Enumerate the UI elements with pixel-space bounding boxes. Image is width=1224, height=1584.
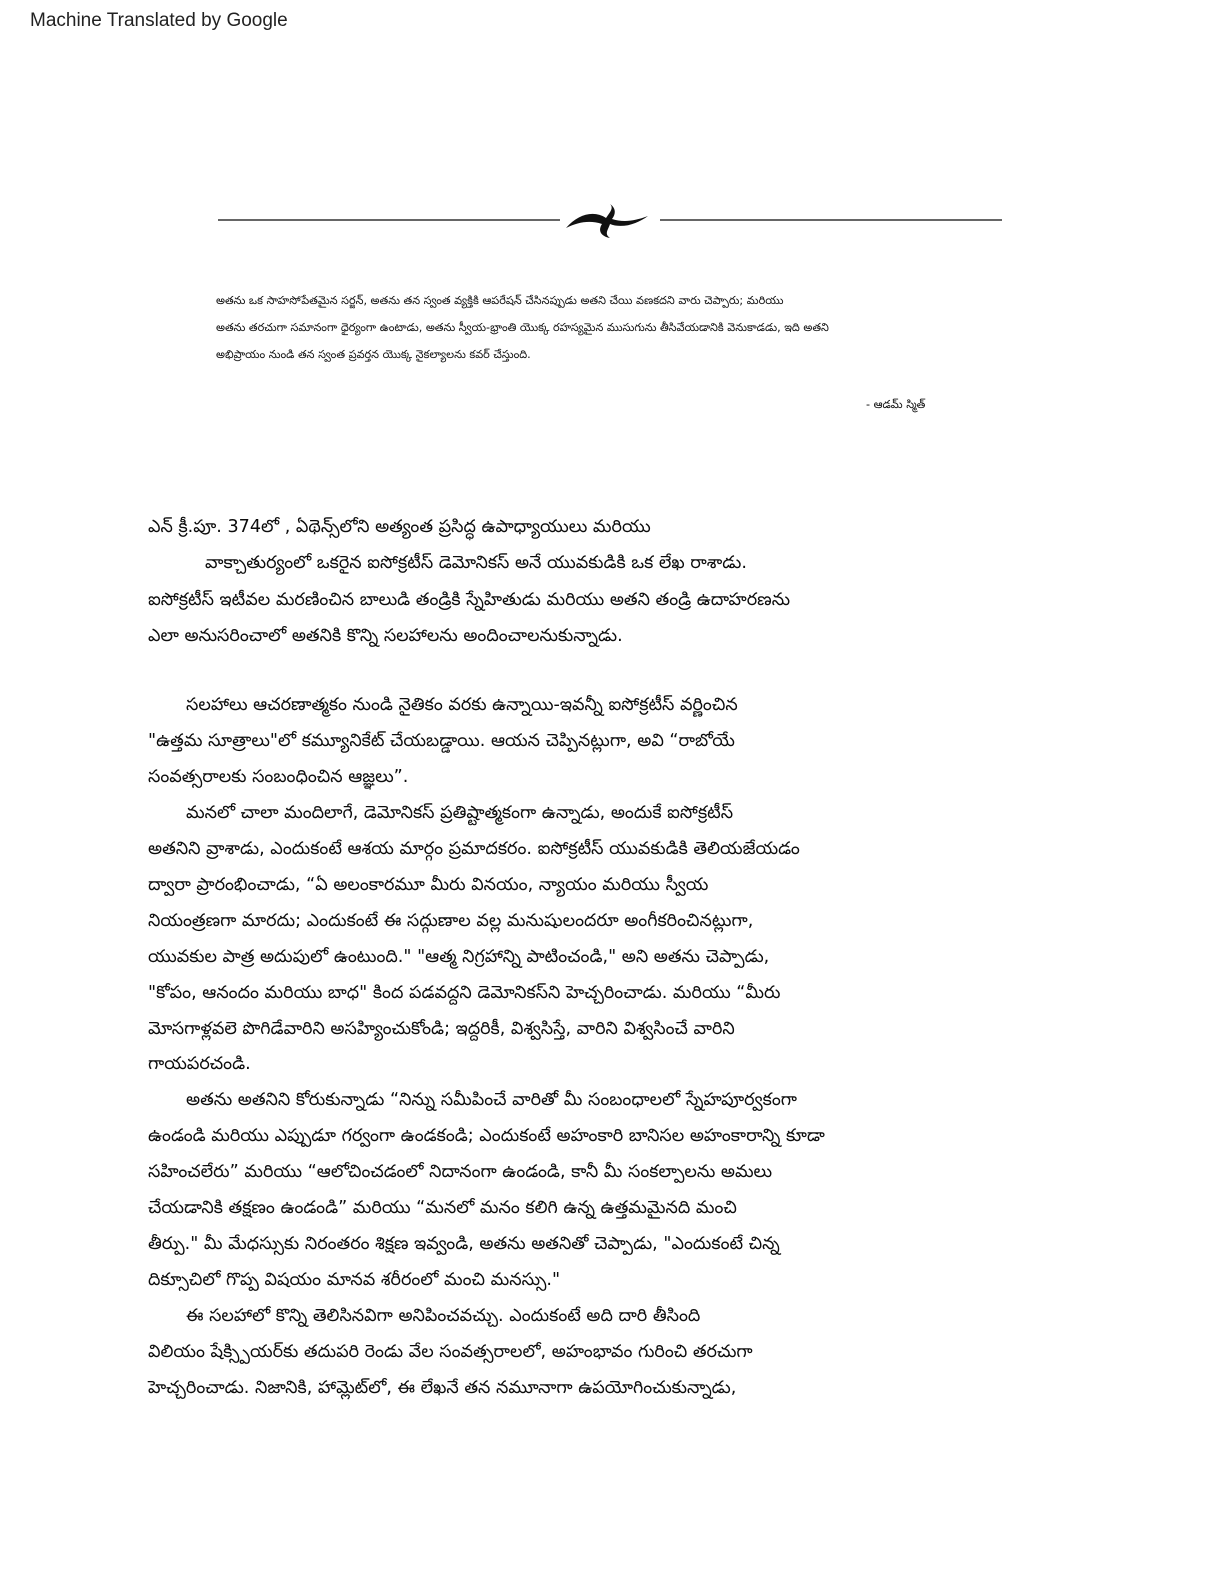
text-line: మోసగాళ్లవలె పొగిడేవారిని అసహ్యించుకోండి; ఇద్దరికీ, విశ్వసిస్తే, వారిని విశ్వసించే వారిని [148, 1019, 735, 1039]
text-line: అతనిని వ్రాశాడు, ఎందుకంటే ఆశయ మార్గం ప్రమాదకరం. ఐసోక్రటీస్ యువకుడికి తెలియజేయడం [148, 839, 800, 859]
epigraph-line: అతను ఒక సాహసోపేతమైన సర్జన్, అతను తన స్వంత వ్యక్తికి ఆపరేషన్ చేసినప్పుడు అతని చేయి వణకదని వారు చెప్పారు; మరియు [216, 294, 784, 307]
text-line: సంవత్సరాలకు సంబంధించిన ఆజ్ఞలు”. [148, 767, 409, 787]
text-line: చేయడానికి తక్షణం ఉండండి” మరియు “మనలో మనం కలిగి ఉన్న ఉత్తమమైనది మంచి [148, 1198, 737, 1218]
text-line: ఎలా అనుసరించాలో అతనికి కొన్ని సలహాలను అందించాలనుకున్నాడు. [148, 626, 623, 646]
text-line: "ఉత్తమ సూత్రాలు"లో కమ్యూనికేట్ చేయబడ్డాయి. ఆయన చెప్పినట్లుగా, అవి “రాబోయే [148, 731, 735, 751]
text-line: హెచ్చరించాడు. నిజానికి, హామ్లెట్‌లో, ఈ లేఖనే తన నమూనాగా ఉపయోగించుకున్నాడు, [148, 1378, 737, 1398]
fleuron-icon [566, 204, 648, 238]
epigraph-attribution: - ఆడమ్ స్మిత్ [866, 398, 926, 411]
text-line: ఈ సలహాలో కొన్ని తెలిసినవిగా అనిపించవచ్చు. ఎందుకంటే అది దారి తీసింది [186, 1306, 701, 1326]
text-line: మనలో చాలా మందిలాగే, డెమోనికస్ ప్రతిష్టాత్మకంగా ఉన్నాడు, అందుకే ఐసోక్రటీస్ [186, 803, 734, 823]
text-line: యువకుల పాత్ర అదుపులో ఉంటుంది." "ఆత్మ నిగ్రహాన్ని పాటించండి," అని అతను చెప్పాడు, [148, 947, 770, 967]
text-line: ఎన్ క్రీ.పూ. 374లో , ఏథెన్స్‌లోని అత్యంత ప్రసిద్ధ ఉపాధ్యాయులు మరియు [148, 517, 651, 537]
text-line: నియంత్రణగా మారదు; ఎందుకంటే ఈ సద్గుణాల వల్ల మనుషులందరూ అంగీకరించినట్లుగా, [148, 911, 754, 931]
text-line: విలియం షేక్స్పియర్‌కు తదుపరి రెండు వేల సంవత్సరాలలో, అహంభావం గురించి తరచుగా [148, 1342, 753, 1362]
text-line: సలహాలు ఆచరణాత్మకం నుండి నైతికం వరకు ఉన్నాయి-ఇవన్నీ ఐసోక్రటీస్ వర్ణించిన [186, 695, 738, 715]
epigraph [216, 287, 976, 368]
text-line: ఐసోక్రటీస్ ఇటీవల మరణించిన బాలుడి తండ్రికి స్నేహితుడు మరియు అతని తండ్రి ఉదాహరణను [148, 590, 791, 610]
text-line: సహించలేరు” మరియు “ఆలోచించడంలో నిదానంగా ఉండండి, కానీ మీ సంకల్పాలను అమలు [148, 1162, 773, 1182]
text-line: అతను అతనిని కోరుకున్నాడు “నిన్ను సమీపించే వారితో మీ సంబంధాలలో స్నేహపూర్వకంగా [186, 1090, 797, 1110]
text-line: గాయపరచండి. [148, 1054, 251, 1074]
machine-translation-note: Machine Translated by Google [30, 10, 288, 31]
fleuron-divider [218, 200, 1002, 240]
text-line: తీర్పు." మీ మేధస్సుకు నిరంతరం శిక్షణ ఇవ్వండి, అతను అతనితో చెప్పాడు, "ఎందుకంటే చిన్న [148, 1234, 780, 1254]
epigraph-line: అతను తరచుగా సమానంగా ధైర్యంగా ఉంటాడు, అతను స్వీయ-భ్రాంతి యొక్క రహస్యమైన ముసుగును తీసివేయడానికి వెనుకాడడు, ఇది అతని [216, 321, 829, 334]
text-line: "కోపం, ఆనందం మరియు బాధ" కింద పడవద్దని డెమోనికస్‌ని హెచ్చరించాడు. మరియు “మీరు [148, 983, 781, 1003]
text-line: దిక్సూచిలో గొప్ప విషయం మానవ శరీరంలో మంచి మనస్సు." [148, 1270, 561, 1290]
text-line: వాక్చాతుర్యంలో ఒకరైన ఐసోక్రటీస్ డెమోనికస్ అనే యువకుడికి ఒక లేఖ రాశాడు. [205, 553, 747, 573]
epigraph-line: అభిప్రాయం నుండి తన స్వంత ప్రవర్తన యొక్క నైకల్యాలను కవర్ చేస్తుంది. [216, 348, 531, 361]
text-line: ఉండండి మరియు ఎప్పుడూ గర్వంగా ఉండకండి; ఎందుకంటే అహంకారి బానిసల అహంకారాన్ని కూడా [148, 1126, 825, 1146]
text-line: ద్వారా ప్రారంభించాడు, “ఏ అలంకారమూ మీరు వినయం, న్యాయం మరియు స్వీయ [148, 875, 709, 895]
